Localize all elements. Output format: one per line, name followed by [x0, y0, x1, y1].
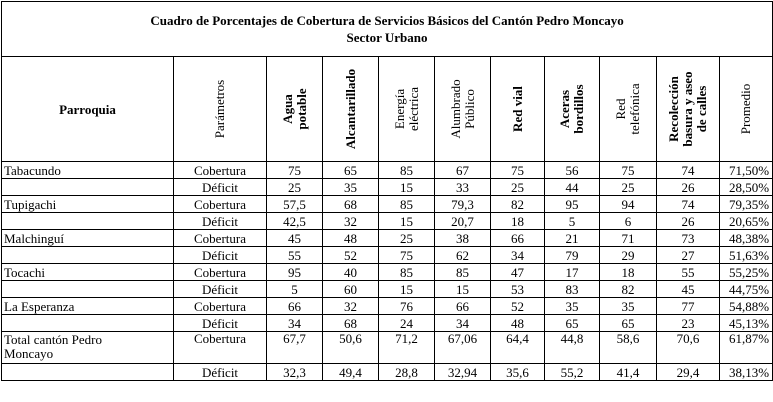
value-cell: 26 — [657, 179, 720, 196]
header-recoleccion-basura: Recolección basura y aseo de calles — [657, 57, 720, 162]
average-cell: 44,75% — [720, 281, 773, 298]
value-cell: 95 — [267, 264, 323, 281]
title-line-1: Cuadro de Porcentajes de Cobertura de Servicios Básicos del Cantón Pedro Moncayo — [150, 13, 624, 28]
value-cell: 47 — [491, 264, 545, 281]
table-row-cobertura — [2, 196, 773, 213]
value-cell: 62 — [435, 247, 491, 264]
header-alcantarillado: Alcantarillado — [323, 57, 379, 162]
value-cell: 82 — [491, 196, 545, 213]
value-cell: 77 — [657, 298, 720, 315]
parroquia-empty-cell — [2, 247, 174, 264]
value-cell: 71,2 — [379, 332, 435, 364]
value-cell: 56 — [545, 162, 600, 179]
value-cell: 44 — [545, 179, 600, 196]
parameter-cell: Cobertura — [174, 332, 267, 364]
table-row-cobertura — [2, 298, 773, 315]
header-parametros: Parámetros — [174, 57, 267, 162]
header-energia-electrica: Energía eléctrica — [379, 57, 435, 162]
table-body — [2, 162, 773, 381]
table-row-cobertura — [2, 230, 773, 247]
parameter-cell: Cobertura — [174, 298, 267, 315]
header-red-telefonica: Red telefónica — [600, 57, 657, 162]
value-cell: 70,6 — [657, 332, 720, 364]
value-cell: 32,3 — [267, 364, 323, 381]
parameter-cell: Déficit — [174, 247, 267, 264]
title-row — [2, 2, 773, 57]
value-cell: 57,5 — [267, 196, 323, 213]
value-cell: 66 — [435, 298, 491, 315]
value-cell: 74 — [657, 162, 720, 179]
value-cell: 52 — [323, 247, 379, 264]
value-cell: 71 — [600, 230, 657, 247]
value-cell: 74 — [657, 196, 720, 213]
value-cell: 18 — [491, 213, 545, 230]
value-cell: 25 — [267, 179, 323, 196]
value-cell: 15 — [435, 281, 491, 298]
total-label-line-2: Moncayo — [4, 346, 54, 361]
parameter-cell: Déficit — [174, 315, 267, 332]
value-cell: 76 — [379, 298, 435, 315]
value-cell: 65 — [545, 315, 600, 332]
value-cell: 44,8 — [545, 332, 600, 364]
value-cell: 25 — [491, 179, 545, 196]
value-cell: 28,8 — [379, 364, 435, 381]
parroquia-cell: Tupigachi — [2, 196, 174, 213]
value-cell: 64,4 — [491, 332, 545, 364]
value-cell: 29 — [600, 247, 657, 264]
table-row-deficit — [2, 179, 773, 196]
value-cell: 75 — [600, 162, 657, 179]
value-cell: 15 — [379, 179, 435, 196]
value-cell: 68 — [323, 315, 379, 332]
value-cell: 79 — [545, 247, 600, 264]
average-cell: 48,38% — [720, 230, 773, 247]
total-row-cobertura — [2, 332, 773, 364]
value-cell: 25 — [600, 179, 657, 196]
table-row-cobertura — [2, 264, 773, 281]
value-cell: 53 — [491, 281, 545, 298]
value-cell: 18 — [600, 264, 657, 281]
value-cell: 94 — [600, 196, 657, 213]
title-line-2: Sector Urbano — [346, 30, 428, 45]
header-red-vial: Red vial — [491, 57, 545, 162]
parroquia-empty-cell — [2, 179, 174, 196]
header-aceras-bordillos: Aceras bordillos — [545, 57, 600, 162]
parameter-cell: Cobertura — [174, 230, 267, 247]
value-cell: 38 — [435, 230, 491, 247]
value-cell: 58,6 — [600, 332, 657, 364]
value-cell: 85 — [435, 264, 491, 281]
total-row-deficit — [2, 364, 773, 381]
value-cell: 33 — [435, 179, 491, 196]
value-cell: 23 — [657, 315, 720, 332]
coverage-table-container — [1, 1, 772, 401]
value-cell: 55,2 — [545, 364, 600, 381]
total-label-line-1: Total cantón Pedro — [4, 332, 103, 347]
value-cell: 35 — [323, 179, 379, 196]
value-cell: 67,06 — [435, 332, 491, 364]
value-cell: 17 — [545, 264, 600, 281]
value-cell: 5 — [545, 213, 600, 230]
parameter-cell: Déficit — [174, 213, 267, 230]
value-cell: 66 — [491, 230, 545, 247]
value-cell: 50,6 — [323, 332, 379, 364]
value-cell: 42,5 — [267, 213, 323, 230]
value-cell: 34 — [267, 315, 323, 332]
value-cell: 48 — [491, 315, 545, 332]
value-cell: 73 — [657, 230, 720, 247]
average-cell: 54,88% — [720, 298, 773, 315]
average-cell: 61,87% — [720, 332, 773, 364]
header-row — [2, 57, 773, 162]
average-cell: 79,35% — [720, 196, 773, 213]
value-cell: 48 — [323, 230, 379, 247]
value-cell: 40 — [323, 264, 379, 281]
value-cell: 15 — [379, 281, 435, 298]
value-cell: 65 — [600, 315, 657, 332]
parameter-cell: Cobertura — [174, 264, 267, 281]
table-row-deficit — [2, 315, 773, 332]
value-cell: 60 — [323, 281, 379, 298]
total-label-cell — [2, 332, 174, 364]
average-cell: 71,50% — [720, 162, 773, 179]
value-cell: 85 — [379, 196, 435, 213]
average-cell: 28,50% — [720, 179, 773, 196]
value-cell: 83 — [545, 281, 600, 298]
value-cell: 52 — [491, 298, 545, 315]
table-row-cobertura — [2, 162, 773, 179]
header-alumbrado-publico: Alumbrado Público — [435, 57, 491, 162]
table-row-deficit — [2, 281, 773, 298]
value-cell: 24 — [379, 315, 435, 332]
coverage-table — [1, 1, 773, 381]
value-cell: 32 — [323, 213, 379, 230]
value-cell: 75 — [267, 162, 323, 179]
parameter-cell: Déficit — [174, 281, 267, 298]
parroquia-empty-cell — [2, 281, 174, 298]
parroquia-cell: Tocachi — [2, 264, 174, 281]
value-cell: 21 — [545, 230, 600, 247]
value-cell: 27 — [657, 247, 720, 264]
value-cell: 26 — [657, 213, 720, 230]
table-title — [2, 2, 773, 57]
value-cell: 75 — [379, 247, 435, 264]
value-cell: 82 — [600, 281, 657, 298]
table-row-deficit — [2, 247, 773, 264]
header-parroquia: Parroquia — [2, 57, 174, 162]
value-cell: 67 — [435, 162, 491, 179]
value-cell: 79,3 — [435, 196, 491, 213]
parroquia-cell: Malchinguí — [2, 230, 174, 247]
value-cell: 32,94 — [435, 364, 491, 381]
value-cell: 45 — [267, 230, 323, 247]
value-cell: 35 — [545, 298, 600, 315]
average-cell: 51,63% — [720, 247, 773, 264]
value-cell: 15 — [379, 213, 435, 230]
value-cell: 5 — [267, 281, 323, 298]
value-cell: 65 — [323, 162, 379, 179]
value-cell: 34 — [491, 247, 545, 264]
value-cell: 55 — [267, 247, 323, 264]
value-cell: 67,7 — [267, 332, 323, 364]
value-cell: 45 — [657, 281, 720, 298]
average-cell: 55,25% — [720, 264, 773, 281]
parroquia-cell: La Esperanza — [2, 298, 174, 315]
header-agua-potable: Agua potable — [267, 57, 323, 162]
value-cell: 55 — [657, 264, 720, 281]
value-cell: 25 — [379, 230, 435, 247]
value-cell: 34 — [435, 315, 491, 332]
parameter-cell: Déficit — [174, 179, 267, 196]
value-cell: 41,4 — [600, 364, 657, 381]
value-cell: 32 — [323, 298, 379, 315]
average-cell: 45,13% — [720, 315, 773, 332]
parroquia-empty-cell — [2, 213, 174, 230]
value-cell: 35,6 — [491, 364, 545, 381]
value-cell: 29,4 — [657, 364, 720, 381]
value-cell: 68 — [323, 196, 379, 213]
value-cell: 6 — [600, 213, 657, 230]
average-cell: 20,65% — [720, 213, 773, 230]
parroquia-cell: Tabacundo — [2, 162, 174, 179]
average-cell: 38,13% — [720, 364, 773, 381]
value-cell: 20,7 — [435, 213, 491, 230]
parroquia-empty-cell — [2, 315, 174, 332]
header-promedio: Promedio — [720, 57, 773, 162]
value-cell: 66 — [267, 298, 323, 315]
parameter-cell: Cobertura — [174, 196, 267, 213]
value-cell: 95 — [545, 196, 600, 213]
table-row-deficit — [2, 213, 773, 230]
value-cell: 35 — [600, 298, 657, 315]
value-cell: 85 — [379, 162, 435, 179]
parameter-cell: Déficit — [174, 364, 267, 381]
total-empty-cell — [2, 364, 174, 381]
value-cell: 49,4 — [323, 364, 379, 381]
value-cell: 75 — [491, 162, 545, 179]
parameter-cell: Cobertura — [174, 162, 267, 179]
value-cell: 85 — [379, 264, 435, 281]
